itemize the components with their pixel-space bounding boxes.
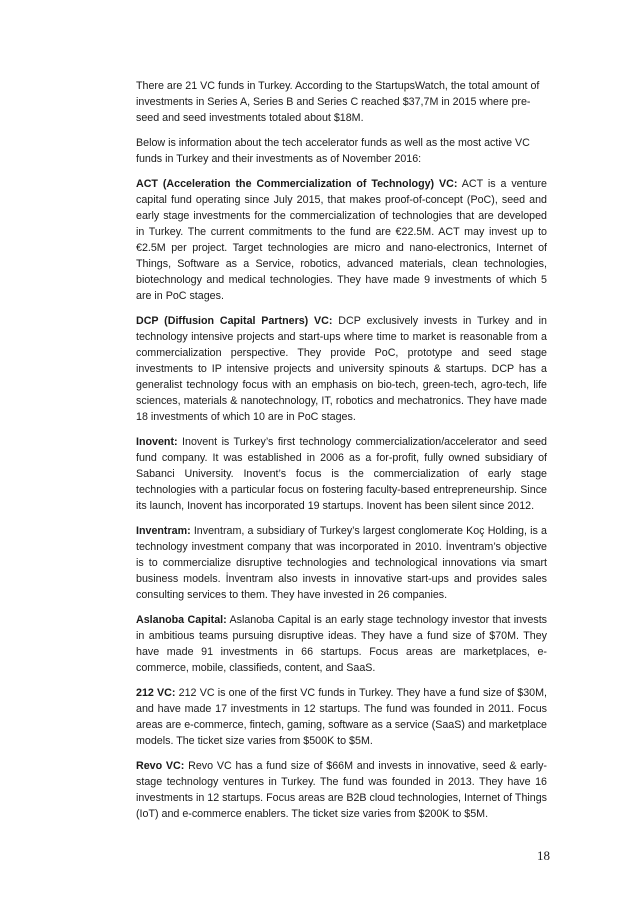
paragraph-revo (136, 758, 547, 822)
paragraph-text: Revo VC has a fund size of $66M and invests in innovative, seed & early-stage technology ventures in Turkey. The fund was founded in 2013. They have 16 investments in 12 startups. Focus areas are B2B cloud technologies, Internet of Things (IoT) and e-commerce enablers. The ticket size varies from $200K to $5M. (136, 760, 547, 820)
paragraph-text: Inovent is Turkey’s first technology commercialization/accelerator and seed fund company. It was established in 2006 as a for-profit, fully owned subsidiary of Sabanci University. Inovent’s focus is the commercialization of early stage technologies with a particular focus on fostering faculty-based entrepreneurship. Since its launch, Inovent has incorporated 19 startups. Inovent has been silent since 2012. (136, 436, 547, 512)
paragraph-dcp (136, 313, 547, 425)
fund-name: ACT (Acceleration the Commercialization of Technology) VC: (136, 178, 458, 190)
paragraph-intro (136, 78, 547, 126)
paragraph-text: Aslanoba Capital is an early stage technology investor that invests in ambitious teams pursuing disruptive ideas. They have a fund size of $70M. They have made 91 investments in 66 startups. Focus areas are marketplaces, e-commerce, mobile, classifieds, content, and SaaS. (136, 614, 548, 674)
fund-name: Inovent: (136, 436, 178, 448)
paragraph-212vc (136, 685, 547, 749)
fund-name: 212 VC: (136, 687, 176, 699)
fund-name: DCP (Diffusion Capital Partners) VC: (136, 315, 333, 327)
paragraph-overview (136, 135, 547, 167)
paragraph-inventram (136, 523, 547, 603)
page-number: 18 (537, 848, 550, 863)
paragraph-text: There are 21 VC funds in Turkey. According to the StartupsWatch, the total amount of investments in Series A, Series B and Series C reached $37,7M in 2015 where pre-seed and seed investments totaled about $18M. (136, 80, 540, 124)
fund-name: Inventram: (136, 525, 191, 537)
fund-name: Aslanoba Capital: (136, 614, 227, 626)
paragraph-act (136, 176, 547, 304)
fund-name: Revo VC: (136, 760, 185, 772)
body-text (136, 78, 547, 831)
paragraph-text: DCP exclusively invests in Turkey and in technology intensive projects and start-ups where time to market is reasonable from a commercialization perspective. They provide PoC, prototype and seed stage investments to IP intensive projects and university spinouts & startups. DCP has a generalist technology focus with an emphasis on bio-tech, green-tech, agro-tech, life sciences, materials & nanotechnology, IT, robotics and mechatronics. They have made 18 investments of which 10 are in PoC stages. (136, 315, 547, 423)
paragraph-text: Below is information about the tech accelerator funds as well as the most active VC funds in Turkey and their investments as of November 2016: (136, 137, 530, 165)
paragraph-inovent (136, 434, 547, 514)
paragraph-text: ACT is a venture capital fund operating since July 2015, that makes proof-of-concept (PoC), seed and early stage investments for the commercialization of technologies that are developed in Turkey. The current commitments to the fund are €22.5M. ACT may invest up to €2.5M per project. Target technologies are micro and nano-electronics, Internet of Things, Software as a Service, robotics, advanced materials, clean technologies, biotechnology and medical technologies. They have made 9 investments of which 5 are in PoC stages. (136, 178, 547, 302)
paragraph-text: 212 VC is one of the first VC funds in Turkey. They have a fund size of $30M, and have made 17 investments in 12 startups. The fund was founded in 2011. Focus areas are e-commerce, fintech, gaming, software as a service (SaaS) and marketplace models. The ticket size varies from $500K to $5M. (136, 687, 547, 747)
paragraph-aslanoba (136, 612, 547, 676)
paragraph-text: Inventram, a subsidiary of Turkey’s largest conglomerate Koç Holding, is a technology investment company that was incorporated in 2010. İnventram’s objective is to commercialize disruptive technologies and technological innovations via smart business models. İnventram also invests in innovative start-ups and provides sales consulting services to them. They have invested in 26 companies. (136, 525, 547, 601)
